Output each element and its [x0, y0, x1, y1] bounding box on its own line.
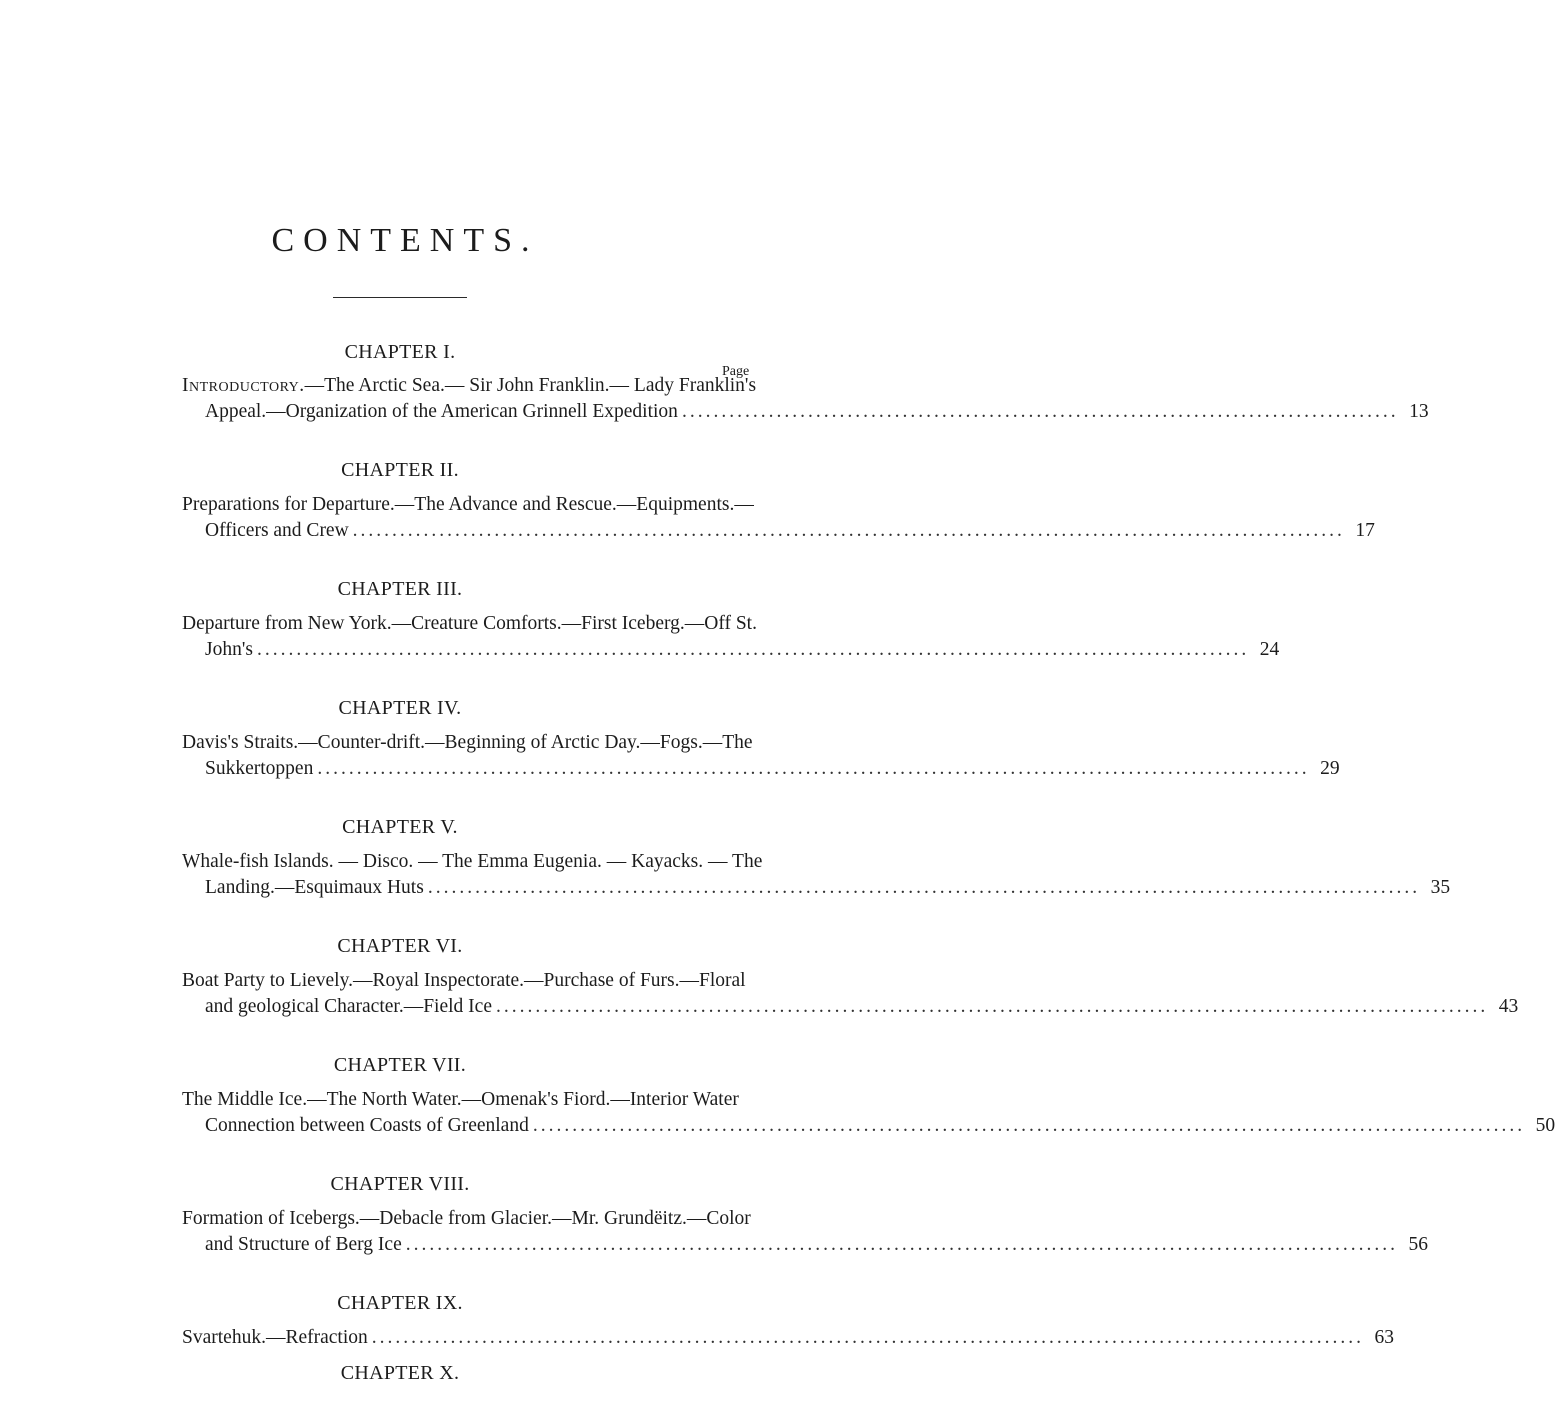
page-number: 50	[1535, 1115, 1555, 1136]
page-number: 17	[1355, 520, 1375, 541]
chapter-heading: CHAPTER II.	[341, 459, 459, 481]
chapter-summary-line	[205, 1115, 1555, 1137]
dot-leader: ..............................................................................................................................	[371, 1327, 1364, 1348]
chapter-heading: CHAPTER V.	[342, 816, 458, 838]
chapter-summary-line: The Middle Ice.—The North Water.—Omenak's Fiord.—Interior Water	[182, 1089, 739, 1110]
chapter-heading: CHAPTER X.	[340, 1362, 460, 1384]
page-number: 29	[1320, 758, 1340, 779]
chapter-summary-text: —The Arctic Sea.— Sir John Franklin.— Lady Franklin's	[304, 375, 757, 396]
chapter-summary-line	[205, 877, 1451, 899]
page-number: 13	[1409, 401, 1429, 422]
chapter-summary-line: Formation of Icebergs.—Debacle from Glacier.—Mr. Grundëitz.—Color	[182, 1208, 751, 1229]
chapter-summary-line	[182, 375, 757, 397]
dot-leader: ..............................................................................................................................	[532, 1115, 1526, 1136]
chapter-summary-line: Departure from New York.—Creature Comforts.—First Iceberg.—Off St.	[182, 613, 757, 634]
chapter-summary-text: John's	[205, 639, 253, 660]
chapter-heading: CHAPTER VIII.	[330, 1173, 470, 1195]
chapter-summary-line	[205, 1234, 1428, 1256]
title-rule	[333, 297, 467, 298]
dot-leader: ..............................................................................................................................	[427, 877, 1421, 898]
dot-leader: ..............................................................................................................................	[352, 520, 1345, 541]
chapter-summary-text: Officers and Crew	[205, 520, 349, 541]
page-number: 56	[1408, 1234, 1428, 1255]
chapter-summary-line	[205, 401, 1429, 423]
chapter-summary-line	[205, 520, 1375, 542]
chapter-summary-line: Whale-fish Islands. — Disco. — The Emma Eugenia. — Kayacks. — The	[182, 851, 763, 872]
chapter-summary-text: and Structure of Berg Ice	[205, 1234, 402, 1255]
dot-leader: ..............................................................................................................................	[405, 1234, 1398, 1255]
chapter-summary-line: Davis's Straits.—Counter-drift.—Beginning of Arctic Day.—Fogs.—The	[182, 732, 753, 753]
chapter-summary-line	[182, 1327, 1394, 1349]
page-number: 63	[1374, 1327, 1394, 1348]
chapter-summary-line	[205, 996, 1519, 1018]
dot-leader: ..............................................................................................................................	[317, 758, 1310, 779]
chapter-heading: CHAPTER IV.	[338, 697, 462, 719]
chapter-heading: CHAPTER VII.	[333, 1054, 467, 1076]
chapter-heading: CHAPTER III.	[337, 578, 463, 600]
page-number: 24	[1259, 639, 1280, 660]
chapter-summary-text: Connection between Coasts of Greenland	[205, 1115, 529, 1136]
chapter-summary-text: Landing.—Esquimaux Huts	[205, 877, 424, 898]
page-column-label: Page	[722, 364, 750, 379]
chapter-heading: CHAPTER IX.	[337, 1292, 463, 1314]
dot-leader: ..............................................................................................................................	[495, 996, 1489, 1017]
chapter-summary-text: Svartehuk.—Refraction	[182, 1327, 368, 1348]
chapter-summary-text: Appeal.—Organization of the American Grinnell Expedition	[205, 401, 678, 422]
page-number: 35	[1430, 877, 1451, 898]
chapter-summary-line	[205, 639, 1280, 661]
chapter-summary-line	[205, 758, 1340, 780]
chapter-heading: CHAPTER VI.	[337, 935, 463, 957]
chapter-summary-text: Sukkertoppen	[205, 758, 314, 779]
chapter-heading: CHAPTER I.	[344, 341, 456, 363]
dot-leader: ...........................................................................................	[681, 401, 1399, 422]
chapter-summary-line: Boat Party to Lievely.—Royal Inspectorate.—Purchase of Furs.—Floral	[182, 970, 746, 991]
page-title: CONTENTS.	[271, 222, 539, 259]
dot-leader: ..............................................................................................................................	[256, 639, 1250, 660]
chapter-summary-line: Preparations for Departure.—The Advance and Rescue.—Equipments.—	[182, 494, 754, 515]
chapter-lead: Introductory.	[182, 375, 305, 396]
page-number: 43	[1498, 996, 1519, 1017]
chapter-summary-text: and geological Character.—Field Ice	[205, 996, 492, 1017]
